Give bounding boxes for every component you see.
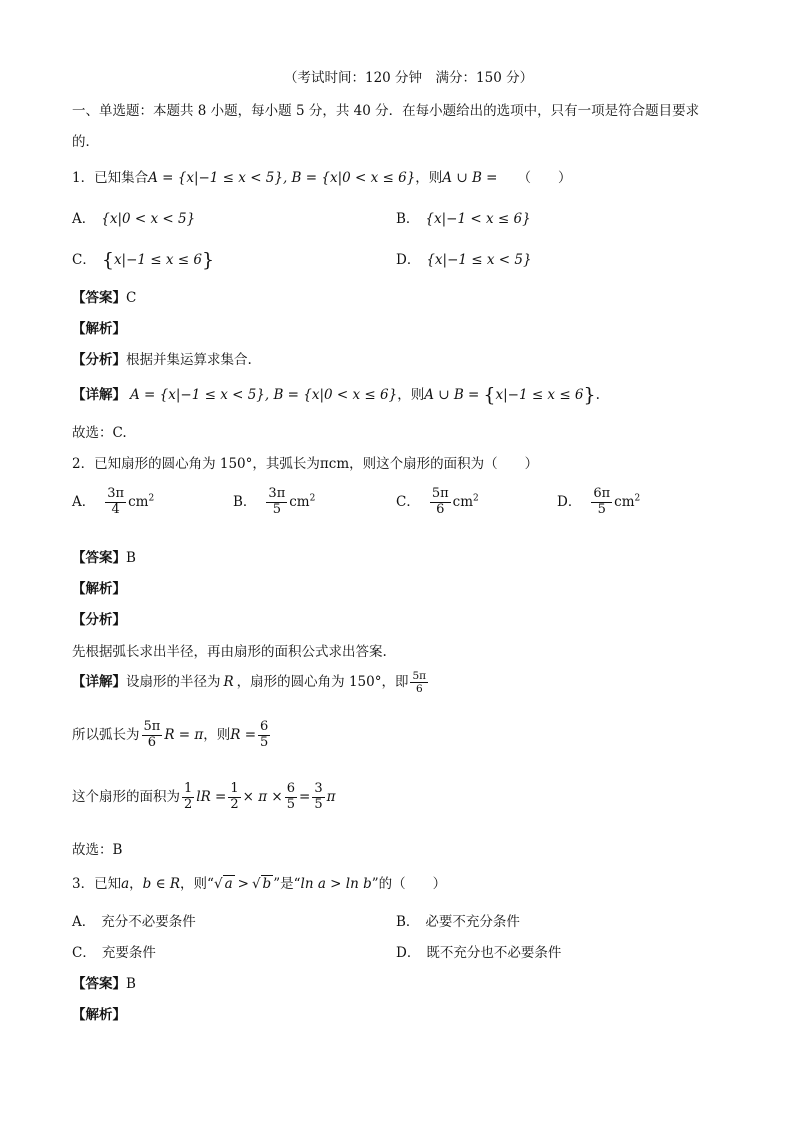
q3-stem-mid: ”是“: [273, 876, 301, 892]
option-math: {x|−1 < x ≤ 6}: [425, 211, 531, 227]
detail-text: ，则: [203, 726, 231, 743]
option-letter: A．: [72, 211, 96, 227]
detail-text: 所以弧长为: [72, 726, 140, 743]
detail-fraction: $\frac{1}{2}$: [184, 781, 193, 812]
q3-stem-suffix: ”的（ ）: [371, 876, 447, 892]
q2-detail-line3: [72, 782, 335, 813]
answer-value: B: [126, 976, 136, 992]
question-1-stem: [72, 166, 571, 186]
option-fraction: $\frac{6\pi}{5}$: [593, 486, 611, 517]
q3-comma: ，: [129, 876, 143, 892]
unit: cm: [452, 493, 474, 510]
detail-fraction: $\frac{5\pi}{6}$: [143, 719, 161, 750]
option-text: 既不充分也不必要条件: [426, 945, 562, 961]
right-brace: }: [202, 249, 215, 271]
detail-math: R = π: [164, 726, 204, 743]
detail-math: x|−1 ≤ x ≤ 6: [495, 387, 584, 403]
option-fraction: $\frac{5\pi}{6}$: [431, 486, 449, 517]
option-letter: B．: [396, 211, 420, 227]
detail-label: 【详解】: [72, 674, 126, 691]
q2-arc: πcm: [319, 456, 350, 472]
unit-exponent: 2: [148, 493, 155, 504]
unit: cm: [614, 493, 635, 510]
q1-stem-mid: ，则: [415, 170, 443, 186]
option-text: 必要不充分条件: [425, 914, 520, 930]
option-text: 充要条件: [101, 945, 156, 961]
q3-option-a: [72, 910, 196, 930]
q2-option-c: [396, 487, 479, 518]
detail-mid: ，则: [397, 387, 425, 403]
option-letter: C．: [72, 252, 96, 268]
option-letter: C．: [396, 493, 420, 510]
detail-math: A = {x|−1 ≤ x < 5}, B = {x|0 < x ≤ 6}: [130, 387, 398, 403]
detail-math: lR =: [196, 788, 227, 805]
detail-math: R =: [230, 726, 257, 743]
q2-option-b: [233, 487, 315, 518]
q3-option-c: [72, 941, 156, 961]
exam-header: （考试时间：120 分钟 满分：150 分）: [284, 70, 534, 86]
q1-union-math: A ∪ B =: [442, 170, 498, 186]
q2-option-a: [72, 487, 154, 518]
q2-detail-line2: [72, 720, 272, 751]
q3-answer: [72, 972, 136, 992]
right-brace: }: [583, 384, 596, 406]
q3-stem-mid: ，则“: [180, 876, 214, 892]
q1-fenxi: [72, 348, 252, 368]
detail-fraction: $\frac{3}{5}$: [314, 781, 323, 812]
unit-exponent: 2: [473, 493, 479, 504]
q2-analysis-label: 【解析】: [72, 581, 126, 597]
option-letter: D．: [396, 945, 421, 961]
q1-analysis-label: 【解析】: [72, 321, 126, 337]
answer-label: 【答案】: [72, 976, 126, 992]
option-math: {x|0 < x < 5}: [101, 211, 196, 227]
option-letter: D．: [557, 493, 582, 510]
unit: cm: [128, 493, 149, 510]
q2-option-d: [557, 487, 640, 518]
q2-stem-prefix: 2．已知扇形的圆心角为 150°，其弧长为: [72, 456, 320, 472]
q3-stem-prefix: 3．已知: [72, 876, 122, 892]
q1-sets-math: A = {x|−1 ≤ x < 5}, B = {x|0 < x ≤ 6}: [148, 170, 416, 186]
q2-stem-suffix: ，则这个扇形的面积为（ ）: [349, 456, 539, 472]
option-letter: B．: [233, 493, 257, 510]
detail-text: ，扇形的圆心角为 150°，即: [236, 674, 409, 691]
q1-option-a: [72, 207, 195, 227]
option-letter: B．: [396, 914, 420, 930]
detail-math: =: [299, 788, 311, 805]
option-text: 充分不必要条件: [101, 914, 196, 930]
detail-label: 【详解】: [72, 387, 126, 403]
q1-conclusion: 故选：C.: [72, 425, 127, 441]
q1-option-d: [396, 248, 532, 268]
detail-math: R: [223, 674, 234, 691]
left-brace: {: [101, 249, 114, 271]
detail-math: π: [326, 788, 336, 805]
q3-option-d: [396, 941, 561, 961]
fenxi-label: 【分析】: [72, 352, 126, 368]
question-3-stem: [72, 872, 446, 892]
q3-math: b ∈ R: [142, 876, 181, 892]
q3-math: ln a > ln b: [300, 876, 372, 892]
answer-value: B: [126, 550, 136, 566]
answer-value: C: [126, 290, 137, 306]
sqrt-b: √ b: [251, 876, 272, 892]
detail-fraction: $\frac{5\pi}{6}$: [412, 670, 427, 696]
section-title-line2: 的．: [72, 134, 99, 150]
q3-option-b: [396, 910, 520, 930]
q2-detail-line1: [72, 670, 430, 695]
left-brace: {: [483, 384, 496, 406]
detail-fraction: $\frac{1}{2}$: [230, 781, 239, 812]
unit: cm: [289, 493, 310, 510]
q3-math: a: [121, 876, 130, 892]
option-fraction: $\frac{3\pi}{5}$: [268, 486, 286, 517]
option-fraction: $\frac{3\pi}{4}$: [107, 486, 125, 517]
q2-fenxi-text: 先根据弧长求出半径，再由扇形的面积公式求出答案.: [72, 644, 387, 660]
detail-fraction: $\frac{6}{5}$: [260, 719, 269, 750]
q1-option-c: [72, 248, 214, 271]
q1-answer: [72, 286, 136, 306]
unit-exponent: 2: [309, 493, 316, 504]
answer-label: 【答案】: [72, 550, 126, 566]
q3-analysis-label: 【解析】: [72, 1007, 126, 1023]
detail-text: 设扇形的半径为: [126, 674, 221, 691]
option-letter: A．: [72, 914, 96, 930]
option-letter: C．: [72, 945, 96, 961]
q1-option-b: [396, 207, 531, 227]
q2-fenxi-label: 【分析】: [72, 612, 126, 628]
answer-label: 【答案】: [72, 290, 126, 306]
q1-detail: [72, 383, 600, 406]
fenxi-text: 根据并集运算求集合.: [126, 352, 252, 368]
option-math: {x|−1 ≤ x < 5}: [426, 252, 532, 268]
sqrt-a: √ a: [213, 876, 233, 892]
option-letter: D．: [396, 252, 421, 268]
question-2-stem: [72, 452, 538, 472]
q3-math: >: [237, 876, 249, 892]
q2-answer: [72, 546, 136, 566]
option-letter: A．: [72, 493, 96, 510]
q1-stem-suffix: （ ）: [517, 170, 572, 186]
detail-math: × π ×: [242, 788, 283, 805]
option-math: x|−1 ≤ x ≤ 6: [113, 252, 202, 268]
q2-conclusion: 故选：B: [72, 842, 123, 858]
detail-end: .: [595, 387, 600, 403]
section-title-line1: 一、单选题：本题共 8 小题，每小题 5 分，共 40 分．在每小题给出的选项中，只有一项是符合题目要求: [72, 103, 700, 119]
detail-fraction: $\frac{6}{5}$: [286, 781, 296, 812]
q1-stem-prefix: 1．已知集合: [72, 170, 149, 186]
unit-exponent: 2: [634, 493, 641, 504]
detail-math: A ∪ B =: [424, 387, 480, 403]
detail-text: 这个扇形的面积为: [72, 788, 180, 805]
